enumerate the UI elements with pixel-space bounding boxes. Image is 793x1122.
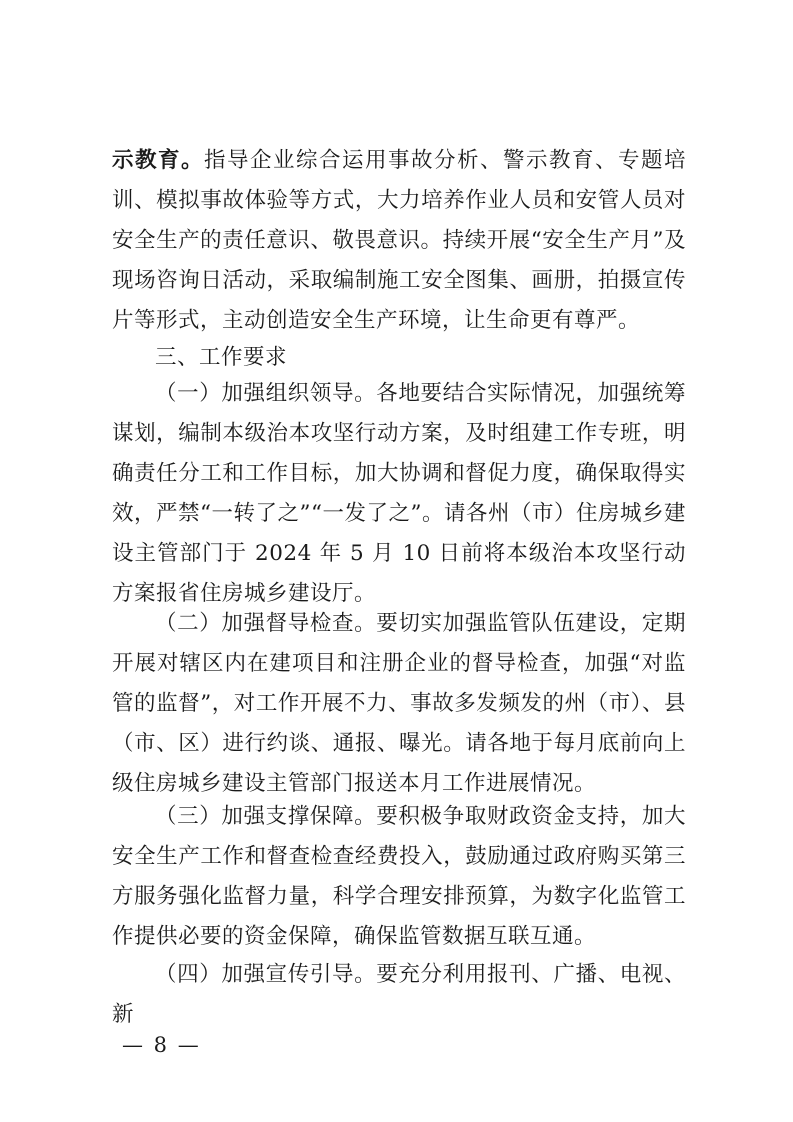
paragraph-label: （三）加强支撑保障。 bbox=[155, 804, 377, 829]
paragraph-publicity bbox=[112, 955, 686, 1035]
paragraph-label: （二）加强督导检查。 bbox=[155, 611, 377, 636]
paragraph-body: 指导企业综合运用事故分析、警示教育、专题培训、模拟事故体验等方式，大力培养作业人员和安管人员对安全生产的责任意识、敬畏意识。持续开展“安全生产月”及现场咨询日活动，采取编制施工安全图集、画册，拍摄宣传片等形式，主动创造安全生产环境，让生命更有尊严。 bbox=[112, 148, 686, 333]
paragraph-body: 要积极争取财政资金支持，加大安全生产工作和督查检查经费投入，鼓励通过政府购买第三方服务强化监督力量，科学合理安排预算，为数字化监管工作提供必要的资金保障，确保监管数据互联互通。 bbox=[112, 804, 686, 949]
paragraph-body: 要切实加强监管队伍建设，定期开展对辖区内在建项目和注册企业的督导检查，加强“对监管的监督”，对工作开展不力、事故多发频发的州（市）、县（市、区）进行约谈、通报、曝光。请各地于每月底前向上级住房城乡建设主管部门报送本月工作进展情况。 bbox=[112, 611, 686, 796]
section-heading: 三、工作要求 bbox=[155, 345, 288, 370]
paragraph-support bbox=[112, 797, 686, 957]
paragraph-organization bbox=[112, 374, 686, 614]
paragraph-label: （一）加强组织领导。 bbox=[155, 381, 377, 406]
paragraph-body: 要充分利用报刊、广播、电视、新 bbox=[112, 962, 686, 1027]
paragraph-label: （四）加强宣传引导。 bbox=[155, 962, 377, 987]
paragraph-body: 各地要结合实际情况，加强统筹谋划，编制本级治本攻坚行动方案，及时组建工作专班，明确责任分工和工作目标，加大协调和督促力度，确保取得实效，严禁“一转了之”“一发了之”。请各州（市）住房城乡建设主管部门于 2024 年 5 月 10 日前将本级治本攻坚行动方案报省住房城乡建设厅。 bbox=[112, 381, 686, 606]
paragraph-lead-bold: 示教育。 bbox=[112, 148, 204, 173]
paragraph-supervision bbox=[112, 604, 686, 804]
page-number: — 8 — bbox=[122, 1033, 201, 1057]
paragraph-education bbox=[112, 141, 686, 341]
